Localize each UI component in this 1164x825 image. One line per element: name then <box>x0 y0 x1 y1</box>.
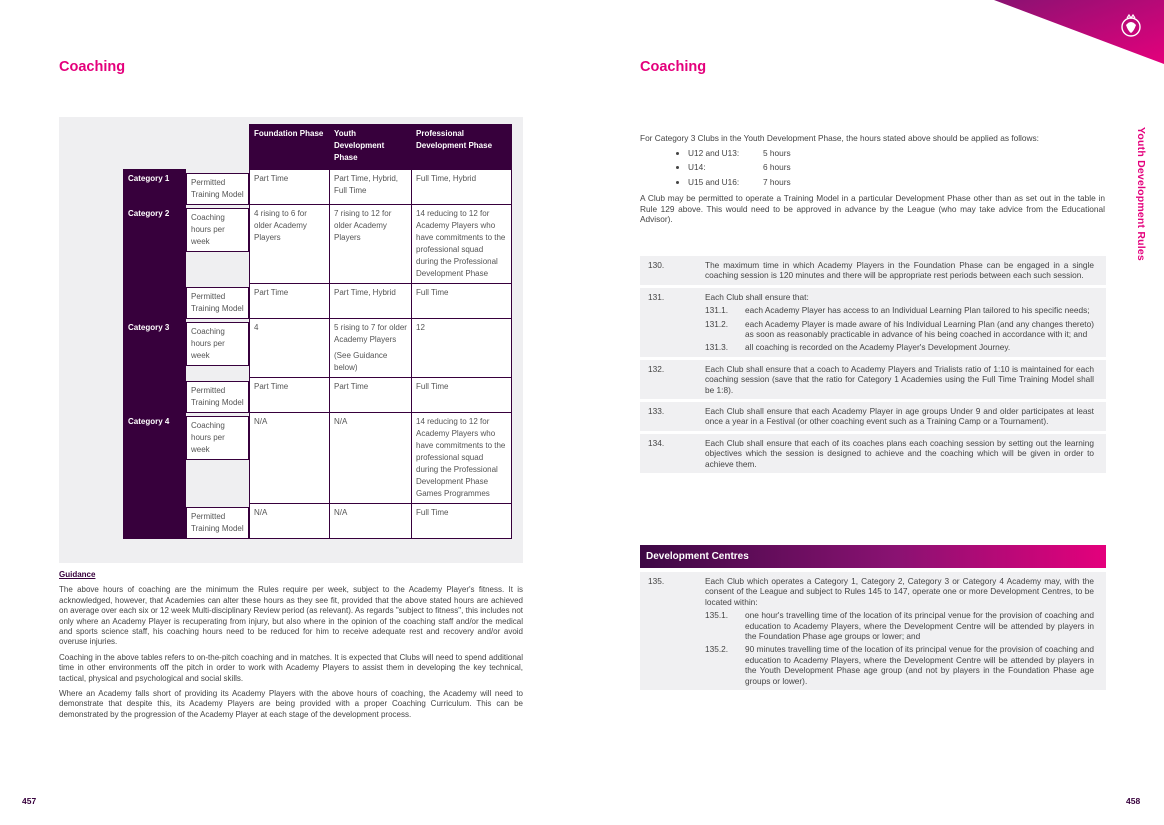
category-label: Category 2 <box>124 205 186 319</box>
sub-rule: 135.1. one hour's travelling time of the location of its principal venue for the provision of coaching and education to Academy Players, where the Development Centre will be attended by players in the Foundation Phase age groups or lower; and <box>705 610 1094 642</box>
intro-paragraph: For Category 3 Clubs in the Youth Development Phase, the hours stated above should be applied as follows: <box>640 133 1039 143</box>
rule-number: 130. <box>648 260 665 270</box>
rules-list <box>640 572 1106 693</box>
guidance-paragraph: Where an Academy falls short of providing its Academy Players with the above hours of coaching, the Academy will need to demonstrate that despite this, its Academy Players are being provided with a proper Coaching Curriculum. This can be demonstrated by the progression of the Academy Player at each stage of the development process. <box>59 689 523 719</box>
category-label: Category 4 <box>124 413 186 539</box>
table-cell: Full Time, Hybrid <box>412 170 512 205</box>
table-cell: N/A <box>250 413 330 504</box>
table-row <box>124 319 512 378</box>
rule-text: Each Club shall ensure that a coach to Academy Players and Trialists ratio of 1:10 is maintained for each coaching session (save that the ratio for Category 1 Academies using the Full Time Training Model shall be 1:8). <box>705 363 1094 395</box>
table-cell: 14 reducing to 12 for Academy Players who have commitments to the professional squad during the Professional Development Phase <box>412 205 512 284</box>
rule-133 <box>640 402 1106 431</box>
side-section-label: Youth Development Rules <box>1135 127 1147 261</box>
coaching-table <box>123 124 512 539</box>
rule-130 <box>640 256 1106 285</box>
rule-text: Each Club shall ensure that each Academy Player in age groups Under 9 and older participates at least once a year in a Festival (or other coaching event such as a Training Camp or a Tournament). <box>705 406 1094 427</box>
header-youth: Youth Development Phase <box>330 125 412 170</box>
rule-number: 135. <box>648 576 665 586</box>
page-number: 457 <box>22 796 37 806</box>
table-cell: Full Time <box>412 378 512 413</box>
table-cell <box>330 319 412 378</box>
table-cell: Part Time <box>330 378 412 413</box>
rule-text: The maximum time in which Academy Players in the Foundation Phase can be engaged in a single coaching session is 120 minutes and there will be appropriate rest periods between each such session. <box>705 260 1094 281</box>
table-cell: 4 <box>250 319 330 378</box>
row-item: Coaching hours per week <box>186 208 249 252</box>
table-cell: 4 rising to 6 for older Academy Players <box>250 205 330 284</box>
guidance-paragraph: Coaching in the above tables refers to on-the-pitch coaching and in matches. It is expected that Clubs will need to spend additional time in other environments off the pitch in order to work with Academy Players to assist them in developing the key technical, tactical, physical and psychological and social skills. <box>59 652 523 683</box>
rule-132 <box>640 360 1106 399</box>
category-label: Category 1 <box>124 170 186 205</box>
corner-decoration <box>994 0 1164 70</box>
intro-paragraph: A Club may be permitted to operate a Training Model in a particular Development Phase other than as set out in the table in Rule 129 above. This would need to be approved in advance by the League (who may take advice from the Educational Advisor). <box>640 193 1105 224</box>
row-item: Permitted Training Model <box>186 381 249 413</box>
table-cell: Full Time <box>412 504 512 539</box>
sub-rule: 131.1. each Academy Player has access to an Individual Learning Plan tailored to his specific needs; <box>705 305 1090 316</box>
table-cell: Part Time <box>250 284 330 319</box>
page-number: 458 <box>1126 796 1141 806</box>
guidance-paragraph: The above hours of coaching are the minimum the Rules require per week, subject to the Academy Player's fitness. It is acknowledged, however, that Academies can alter these hours as they see fit, provided that the above stated hours are achieved on average over each six or 12 week Multi-disciplinary Review period (as relevant). As regards "subject to fitness", this includes not only where an Academy Player is recuperating from injury, but also where in the opinion of the coaching staff and/or the medical and sports science staff, his coaching hours need to be reduced for him to receive adequate rest and recovery and/or avoid overuse injuries. <box>59 585 523 647</box>
list-item: • U15 and U16: 7 hours <box>688 177 1105 188</box>
rule-number: 131. <box>648 291 665 302</box>
rule-text: Each Club shall ensure that: <box>705 291 809 302</box>
hours-list <box>640 148 1105 188</box>
table-cell: 7 rising to 12 for older Academy Players <box>330 205 412 284</box>
rule-134 <box>640 434 1106 473</box>
rule-text: Each Club which operates a Category 1, Category 2, Category 3 or Category 4 Academy may, with the consent of the League and subject to Rules 145 to 147, operate one or more Development Centres, to be located within: <box>705 576 1094 607</box>
page-title: Coaching <box>59 59 126 75</box>
category-label: Category 3 <box>124 319 186 413</box>
list-item: • U12 and U13: 5 hours <box>688 148 1105 159</box>
table-cell: 12 <box>412 319 512 378</box>
header-foundation: Foundation Phase <box>250 125 330 170</box>
sub-rule: 135.2. 90 minutes travelling time of the location of its principal venue for the provision of coaching and education to Academy Players, where the Development Centre will be attended by players in the Youth Development Phase age group (and not by players in the Foundation Phase age groups or lower). <box>705 644 1094 686</box>
rule-135 <box>640 572 1106 690</box>
table-row <box>124 170 512 205</box>
table-row <box>124 205 512 284</box>
table-row <box>124 413 512 504</box>
table-cell: N/A <box>330 413 412 504</box>
rule-number: 133. <box>648 406 665 417</box>
cell-text: 5 rising to 7 for older Academy Players <box>334 323 407 344</box>
rule-number: 132. <box>648 363 665 374</box>
table-cell: N/A <box>250 504 330 539</box>
row-item: Permitted Training Model <box>186 173 249 205</box>
sub-rule: 131.2. each Academy Player is made aware of his Individual Learning Plan (and any changes thereto) as soon as reasonably practicable in advance of his being coached in accordance with it; and <box>705 318 1094 340</box>
table-cell: Part Time, Hybrid, Full Time <box>330 170 412 205</box>
table-cell: Part Time, Hybrid <box>330 284 412 319</box>
row-item: Coaching hours per week <box>186 322 249 366</box>
row-item: Coaching hours per week <box>186 416 249 460</box>
guidance-title: Guidance <box>59 570 96 579</box>
intro-text <box>640 133 1105 229</box>
section-banner: Development Centres <box>640 545 1106 568</box>
row-item: Permitted Training Model <box>186 287 249 319</box>
rule-number: 134. <box>648 437 665 448</box>
page-title: Coaching <box>640 59 707 75</box>
rule-131 <box>640 288 1106 357</box>
table-header-row <box>124 125 512 170</box>
guidance-section <box>59 570 523 725</box>
header-professional: Professional Development Phase <box>412 125 512 170</box>
guidance-note: (See Guidance below) <box>334 351 388 372</box>
table-cell: N/A <box>330 504 412 539</box>
table-cell: Part Time <box>250 170 330 205</box>
rule-text: Each Club shall ensure that each of its coaches plans each coaching session by setting out the learning objectives which the session is designed to achieve and the coaching which will be given in order to achieve them. <box>705 437 1094 469</box>
table-cell: Full Time <box>412 284 512 319</box>
row-item: Permitted Training Model <box>186 507 249 539</box>
rules-list <box>640 256 1106 476</box>
table-cell: 14 reducing to 12 for Academy Players who have commitments to the professional squad during the Professional Development Phase Games Programmes <box>412 413 512 504</box>
sub-rule: 131.3. all coaching is recorded on the Academy Player's Development Journey. <box>705 342 1011 353</box>
list-item: • U14: 6 hours <box>688 162 1105 173</box>
table-cell: Part Time <box>250 378 330 413</box>
